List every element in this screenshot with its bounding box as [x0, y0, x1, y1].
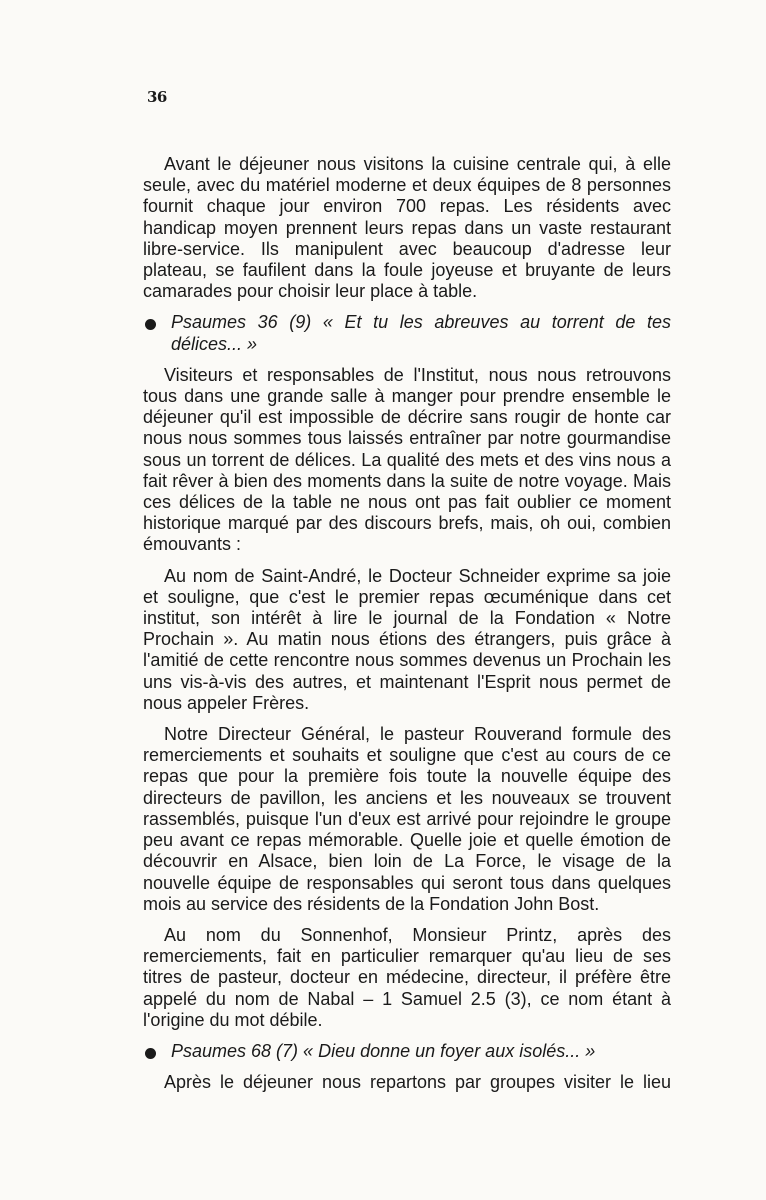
- body-text: [143, 154, 671, 1103]
- paragraph-directeur-general: Notre Directeur Général, le pasteur Rouverand formule des remerciements et souhaits et souligne que c'est au cours de ce repas que pour la première fois toute la nouvelle équipe des directeurs de pavillon, les anciens et les nouveaux se trouvent rassemblés, puisque l'un d'eux est arrivé pour rejoindre le groupe peu avant ce repas mémorable. Quelle joie et quelle émotion de découvrir en Alsace, bien loin de La Force, le visage de la nouvelle équipe de responsables qui seront tous dans quelques mois au service des résidents de la Fondation John Bost.: [143, 724, 671, 914]
- paragraph-lunch: Visiteurs et responsables de l'Institut, nous nous retrouvons tous dans une grande salle à manger pour prendre ensemble le déjeuner qu'il est impossible de décrire sans rougir de honte car nous nous sommes tous laissés entraîner par notre gourmandise sous un torrent de délices. La qualité des mets et des vins nous a fait rêver à bien des moments dans la suite de notre voyage. Mais ces délices de la table ne nous ont pas fait oublier ce moment historique marqué par des discours brefs, mais, oh oui, combien émouvants :: [143, 364, 671, 555]
- psalm-36-quote: [143, 312, 671, 354]
- paragraph-sonnenhof: Au nom du Sonnenhof, Monsieur Printz, après des remerciements, fait en particulier remarquer qu'au lieu de ses titres de pasteur, docteur en médecine, directeur, il préfère être appelé du nom de Nabal – 1 Samuel 2.5 (3), ce nom étant à l'origine du mot débile.: [143, 924, 671, 1030]
- paragraph-after-lunch: Après le déjeuner nous repartons par groupes visiter le lieu: [164, 1072, 671, 1093]
- psalm-68-quote: [143, 1041, 671, 1062]
- psalm-68-text: Psaumes 68 (7) « Dieu donne un foyer aux isolés... »: [171, 1040, 596, 1061]
- psalm-36-text: Psaumes 36 (9) « Et tu les abreuves au torrent de tes délices... »: [171, 312, 671, 354]
- page-number: 36: [147, 88, 167, 106]
- bullet-icon: [145, 1048, 156, 1059]
- paragraph-kitchen-visit: Avant le déjeuner nous visitons la cuisine centrale qui, à elle seule, avec du matériel moderne et deux équipes de 8 personnes fournit chaque jour environ 700 repas. Les résidents avec handicap moyen prennent leurs repas dans un vaste restaurant libre-service. Ils manipulent avec beaucoup d'adresse leur plateau, se faufilent dans la foule joyeuse et bruyante de leurs camarades pour choisir leur place à table.: [143, 154, 671, 302]
- bullet-icon: [145, 319, 156, 330]
- paragraph-saint-andre: Au nom de Saint-André, le Docteur Schneider exprime sa joie et souligne, que c'est le premier repas œcuménique dans cet institut, son intérêt à lire le journal de la Fondation « Notre Prochain ». Au matin nous étions des étrangers, puis grâce à l'amitié de cette rencontre nous sommes devenus un Prochain les uns vis-à-vis des autres, et maintenant l'Esprit nous permet de nous appeler Frères.: [143, 565, 671, 713]
